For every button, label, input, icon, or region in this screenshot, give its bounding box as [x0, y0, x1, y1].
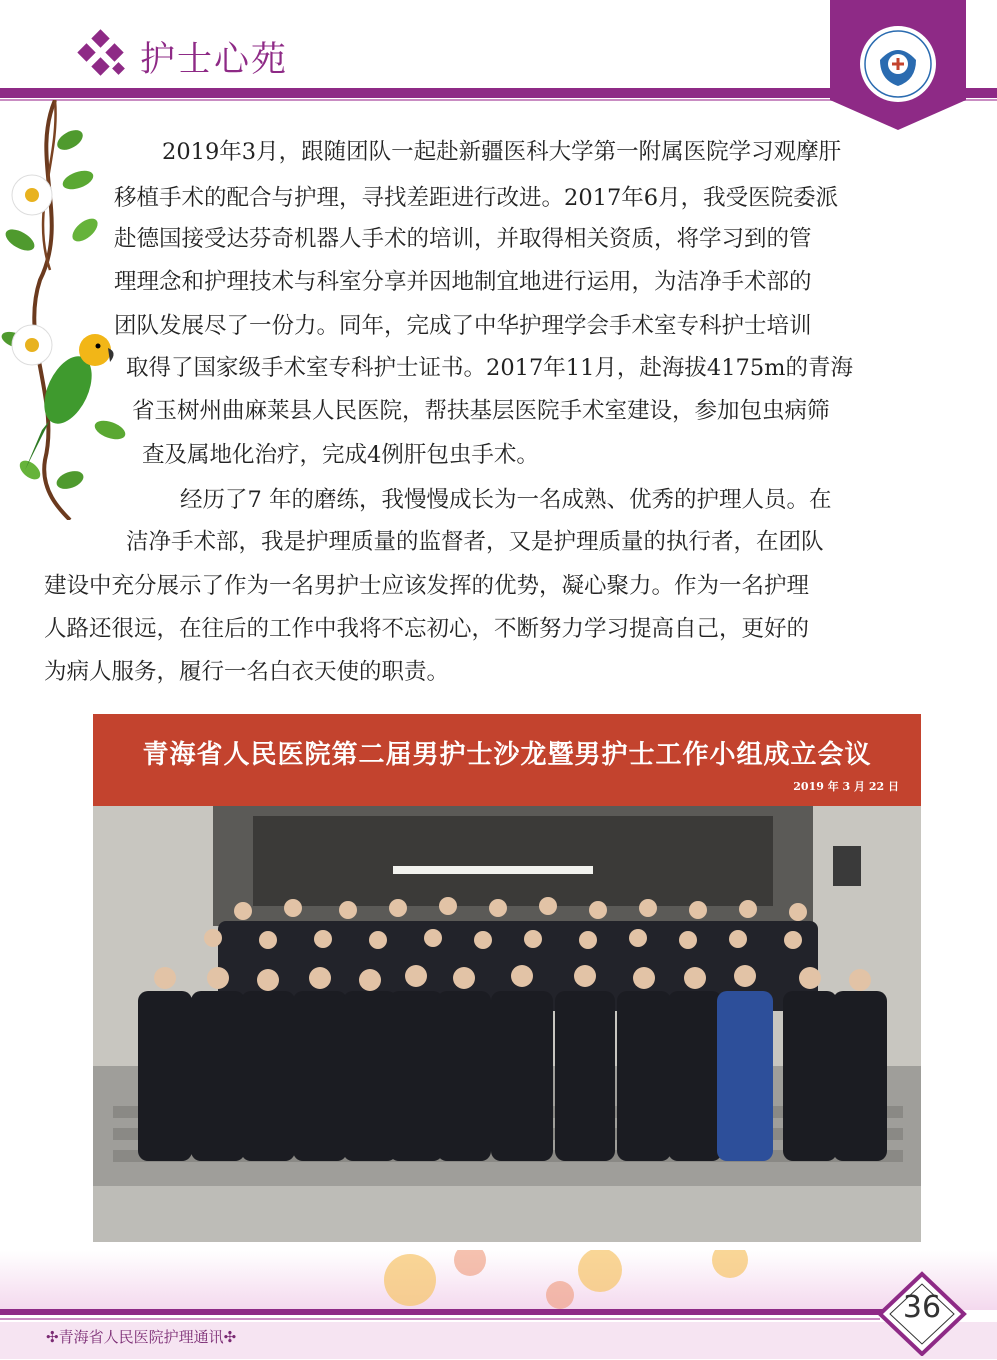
- photo-scene: [93, 806, 921, 1242]
- section-title: 护士心苑: [140, 40, 289, 80]
- footer-rule: [0, 1309, 890, 1315]
- para1-line-1: 2019年3月，跟随团队一起赴新疆医科大学第一附属医院学习观摩肝: [162, 139, 842, 165]
- para1-line-4: 理理念和护理技术与科室分享并因地制宜地进行运用，为洁净手术部的: [114, 269, 812, 295]
- group-photo: [93, 714, 921, 1242]
- photo-banner-title: 青海省人民医院第二届男护士沙龙暨男护士工作小组成立会议: [142, 740, 872, 770]
- para1-line-3: 赴德国接受达芬奇机器人手术的培训，并取得相关资质，将学习到的管: [114, 226, 812, 252]
- para1-line-7: 省玉树州曲麻莱县人民医院，帮扶基层医院手术室建设，参加包虫病筛: [132, 398, 830, 424]
- hospital-logo-tab: [830, 0, 970, 130]
- para1-line-5: 团队发展尽了一份力。同年，完成了中华护理学会手术室专科护士培训: [114, 313, 812, 339]
- para2-line-4: 人路还很远，在往后的工作中我将不忘初心，不断努力学习提高自己，更好的: [44, 616, 810, 642]
- para1-line-6: 取得了国家级手术室专科护士证书。2017年11月，赴海拔4175m的青海: [126, 355, 853, 381]
- para2-line-3: 建设中充分展示了作为一名男护士应该发挥的优势，凝心聚力。作为一名护理: [44, 573, 810, 599]
- photo-banner-date: 2019 年 3 月 22 日: [793, 780, 899, 793]
- para1-line-8: 查及属地化治疗，完成4例肝包虫手术。: [142, 442, 539, 468]
- photo-banner: [93, 714, 921, 806]
- vine-parrot-decoration: [0, 100, 150, 520]
- header-diamond-ornament: [74, 30, 130, 82]
- footer-rule-thin: [0, 1318, 880, 1320]
- publication-name: ✣青海省人民医院护理通讯✣: [46, 1328, 237, 1346]
- para2-line-1: 经历了7 年的磨练，我慢慢成长为一名成熟、优秀的护理人员。在: [180, 487, 832, 513]
- para2-line-5: 为病人服务，履行一名白衣天使的职责。: [44, 659, 450, 685]
- footer-flower-band: [0, 1250, 997, 1310]
- page-number: 36: [902, 1290, 942, 1325]
- para2-line-2: 洁净手术部，我是护理质量的监督者，又是护理质量的执行者，在团队: [126, 529, 824, 555]
- para1-line-2: 移植手术的配合与护理，寻找差距进行改进。2017年6月，我受医院委派: [114, 185, 839, 211]
